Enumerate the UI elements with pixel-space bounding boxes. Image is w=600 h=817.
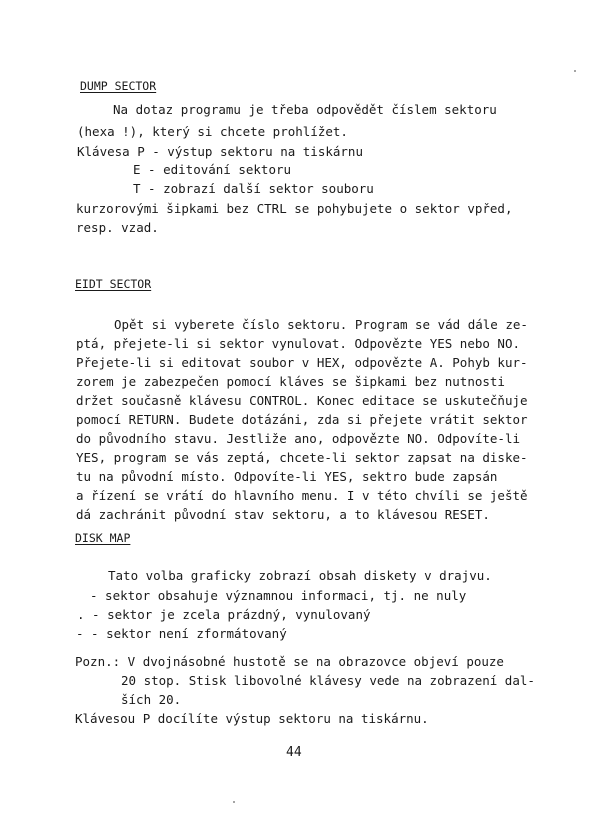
map-text-line-1: Tato volba graficky zobrazí obsah diskety v drajvu. [108,568,492,583]
map-legend-empty: . - sektor je zcela prázdný, vynulovaný [77,607,371,622]
map-note-line-2: 20 stop. Stisk libovolné klávesy vede na zobrazení dal- [121,673,535,688]
map-text-line-final: Klávesou P docílíte výstup sektoru na tiskárnu. [75,711,429,726]
dump-sector-heading: DUMP SECTOR [80,79,157,93]
edit-sector-heading: EIDT SECTOR [75,277,152,291]
map-note-line-1: Pozn.: V dvojnásobné hustotě se na obrazovce objeví pouze [75,654,504,669]
dump-text-line-3: Klávesa P - výstup sektoru na tiskárnu [77,144,363,159]
edit-text-line-3: Přejete-li si editovat soubor v HEX, odpovězte A. Pohyb kur- [76,355,528,370]
page-number: 44 [286,745,302,760]
dump-text-line-1: Na dotaz programu je třeba odpovědět číslem sektoru [113,102,497,117]
edit-text-line-8: YES, program se vás zeptá, chcete-li sektor zapsat na diske- [76,450,528,465]
edit-text-line-5: držet současně klávesu CONTROL. Konec editace se uskutečňuje [76,393,528,408]
dump-text-line-4: E - editování sektoru [133,162,292,177]
edit-text-line-7: do původního stavu. Jestliže ano, odpovězte NO. Odpovíte-li [76,431,521,446]
dump-text-line-2: (hexa !), který si chcete prohlížet. [77,124,348,139]
scan-speck [574,70,576,72]
edit-text-line-6: pomocí RETURN. Budete dotázáni, zda si přejete vrátit sektor [76,412,528,427]
edit-text-line-1: Opět si vyberete číslo sektoru. Program se vád dále ze- [114,317,528,332]
map-note-line-3: ších 20. [121,692,182,707]
edit-text-line-9: tu na původní místo. Odpovíte-li YES, sektro bude zapsán [76,469,498,484]
map-legend-full: - sektor obsahuje významnou informaci, tj. ne nuly [90,588,467,603]
edit-text-line-11: dá zachránit původní stav sektoru, a to klávesou RESET. [76,507,490,522]
scan-speck [233,801,235,803]
dump-text-line-7: resp. vzad. [76,220,159,235]
edit-text-line-10: a řízení se vrátí do hlavního menu. I v této chvíli se ještě [76,488,528,503]
disk-map-heading: DISK MAP [75,531,131,545]
edit-text-line-4: zorem je zabezpečen pomocí kláves se šipkami bez nutnosti [76,374,505,389]
dump-text-line-5: T - zobrazí další sektor souboru [133,181,374,196]
map-legend-unformatted: - - sektor není zformátovaný [76,626,287,641]
edit-text-line-2: ptá, přejete-li si sektor vynulovat. Odpovězte YES nebo NO. [76,336,521,351]
dump-text-line-6: kurzorovými šipkami bez CTRL se pohybujete o sektor vpřed, [76,201,513,216]
